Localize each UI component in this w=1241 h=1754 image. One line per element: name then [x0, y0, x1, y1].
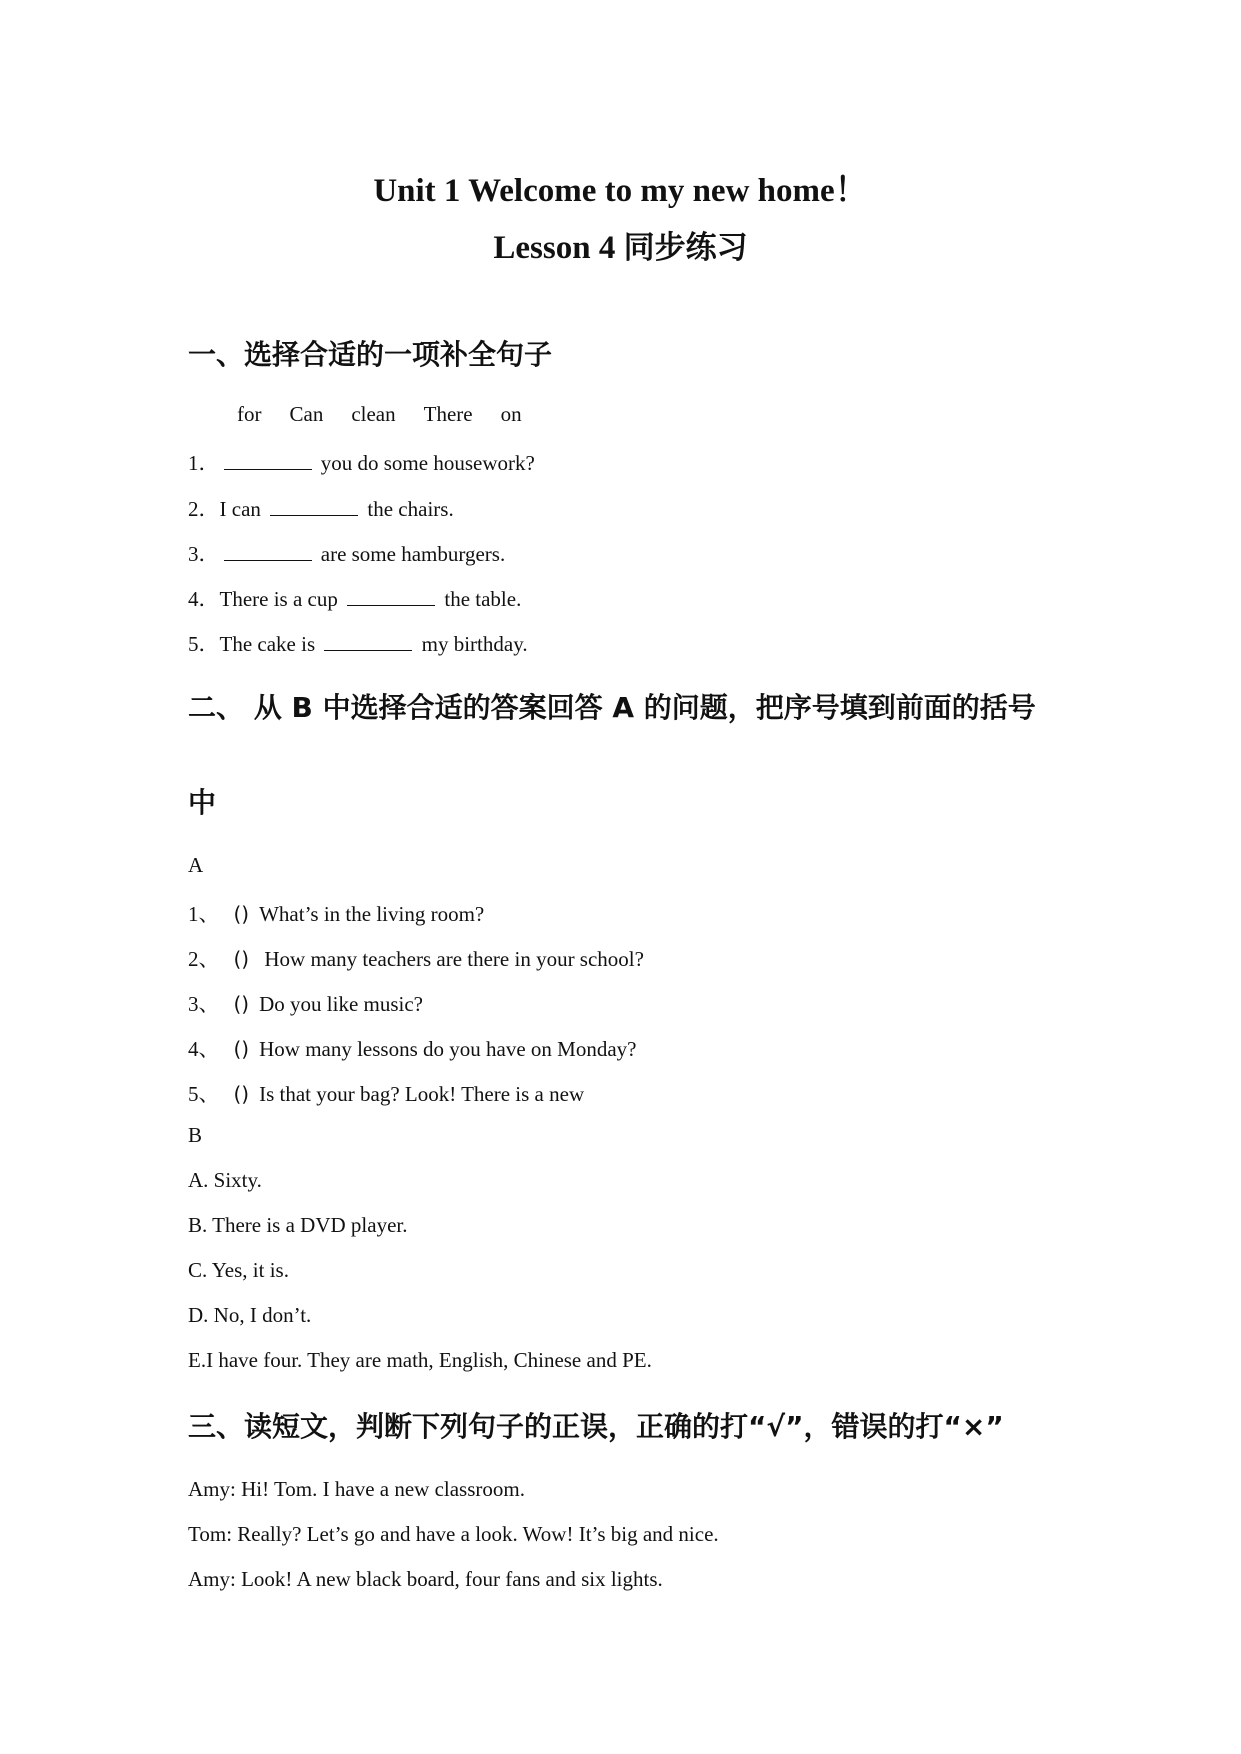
word-bank-item: There	[423, 402, 473, 426]
question-item	[188, 988, 423, 1018]
answer-option: C. Yes, it is.	[188, 1258, 289, 1282]
answer-parentheses[interactable]: ()	[233, 1037, 250, 1061]
answer-parentheses[interactable]: ()	[233, 902, 250, 926]
word-bank-item: for	[237, 402, 262, 426]
item-number: 2．	[188, 497, 220, 521]
section2-heading-continued: 中	[188, 786, 217, 819]
item-text-after: the table.	[439, 587, 522, 611]
subtitle-lesson: Lesson 4	[493, 230, 624, 266]
fill-blank-item	[188, 628, 528, 658]
item-number: 3、	[188, 992, 220, 1016]
word-bank-item: clean	[351, 402, 396, 426]
question-item	[188, 898, 484, 928]
answer-blank[interactable]	[324, 632, 412, 651]
answer-blank[interactable]	[224, 451, 312, 470]
item-text-after: you do some housework?	[315, 451, 535, 475]
fill-blank-item	[188, 538, 505, 568]
passage-line: Amy: Hi! Tom. I have a new classroom.	[188, 1477, 525, 1501]
section1-heading: 一、选择合适的一项补全句子	[188, 338, 553, 371]
answer-blank[interactable]	[224, 542, 312, 561]
answer-parentheses[interactable]: ()	[233, 992, 250, 1016]
item-number: 3．	[188, 542, 220, 566]
answer-blank[interactable]	[347, 587, 435, 606]
item-text-after: my birthday.	[416, 632, 528, 656]
question-text: Is that your bag? Look! There is a new	[259, 1082, 585, 1106]
fill-blank-item	[188, 447, 535, 477]
answer-parentheses[interactable]: ()	[233, 1082, 250, 1106]
item-number: 1、	[188, 902, 220, 926]
answer-parentheses[interactable]: ()	[233, 947, 250, 971]
question-text: What’s in the living room?	[259, 902, 485, 926]
group-label-a: A	[188, 853, 204, 877]
question-item	[188, 943, 644, 973]
question-text: Do you like music?	[259, 992, 423, 1016]
item-text-before: I can	[219, 497, 267, 521]
item-number: 5、	[188, 1082, 220, 1106]
answer-option: E.I have four. They are math, English, Chinese and PE.	[188, 1348, 652, 1372]
item-number: 4、	[188, 1037, 220, 1061]
document-title: Unit 1 Welcome to my new home！	[373, 173, 868, 209]
subtitle-cjk: 同步练习	[623, 230, 748, 266]
question-text: How many lessons do you have on Monday?	[259, 1037, 637, 1061]
answer-option: D. No, I don’t.	[188, 1303, 312, 1327]
fill-blank-item	[188, 583, 521, 613]
section3-heading: 三、读短文，判断下列句子的正误，正确的打“√”，错误的打“×”	[188, 1410, 1004, 1443]
question-item	[188, 1033, 636, 1063]
answer-option: A. Sixty.	[188, 1168, 262, 1192]
passage-line: Amy: Look! A new black board, four fans and six lights.	[188, 1567, 663, 1591]
question-item	[188, 1078, 584, 1108]
item-text-after: are some hamburgers.	[315, 542, 506, 566]
word-bank-item: on	[500, 402, 522, 426]
passage-line: Tom: Really? Let’s go and have a look. Wow! It’s big and nice.	[188, 1522, 719, 1546]
item-text-before: There is a cup	[219, 587, 344, 611]
item-text-after: the chairs.	[362, 497, 454, 521]
answer-blank[interactable]	[270, 497, 358, 516]
item-number: 2、	[188, 947, 220, 971]
item-number: 5．	[188, 632, 220, 656]
item-number: 1．	[188, 451, 220, 475]
section2-heading: 二、 从 B 中选择合适的答案回答 A 的问题，把序号填到前面的括号	[188, 691, 1036, 724]
question-text: How many teachers are there in your school?	[259, 947, 644, 971]
document-subtitle	[0, 222, 1241, 267]
fill-blank-item	[188, 493, 454, 523]
answer-option: B. There is a DVD player.	[188, 1213, 408, 1237]
item-number: 4．	[188, 587, 220, 611]
item-text-before: The cake is	[219, 632, 321, 656]
word-bank-item: Can	[289, 402, 324, 426]
group-label-b: B	[188, 1123, 203, 1147]
word-bank	[237, 402, 550, 427]
